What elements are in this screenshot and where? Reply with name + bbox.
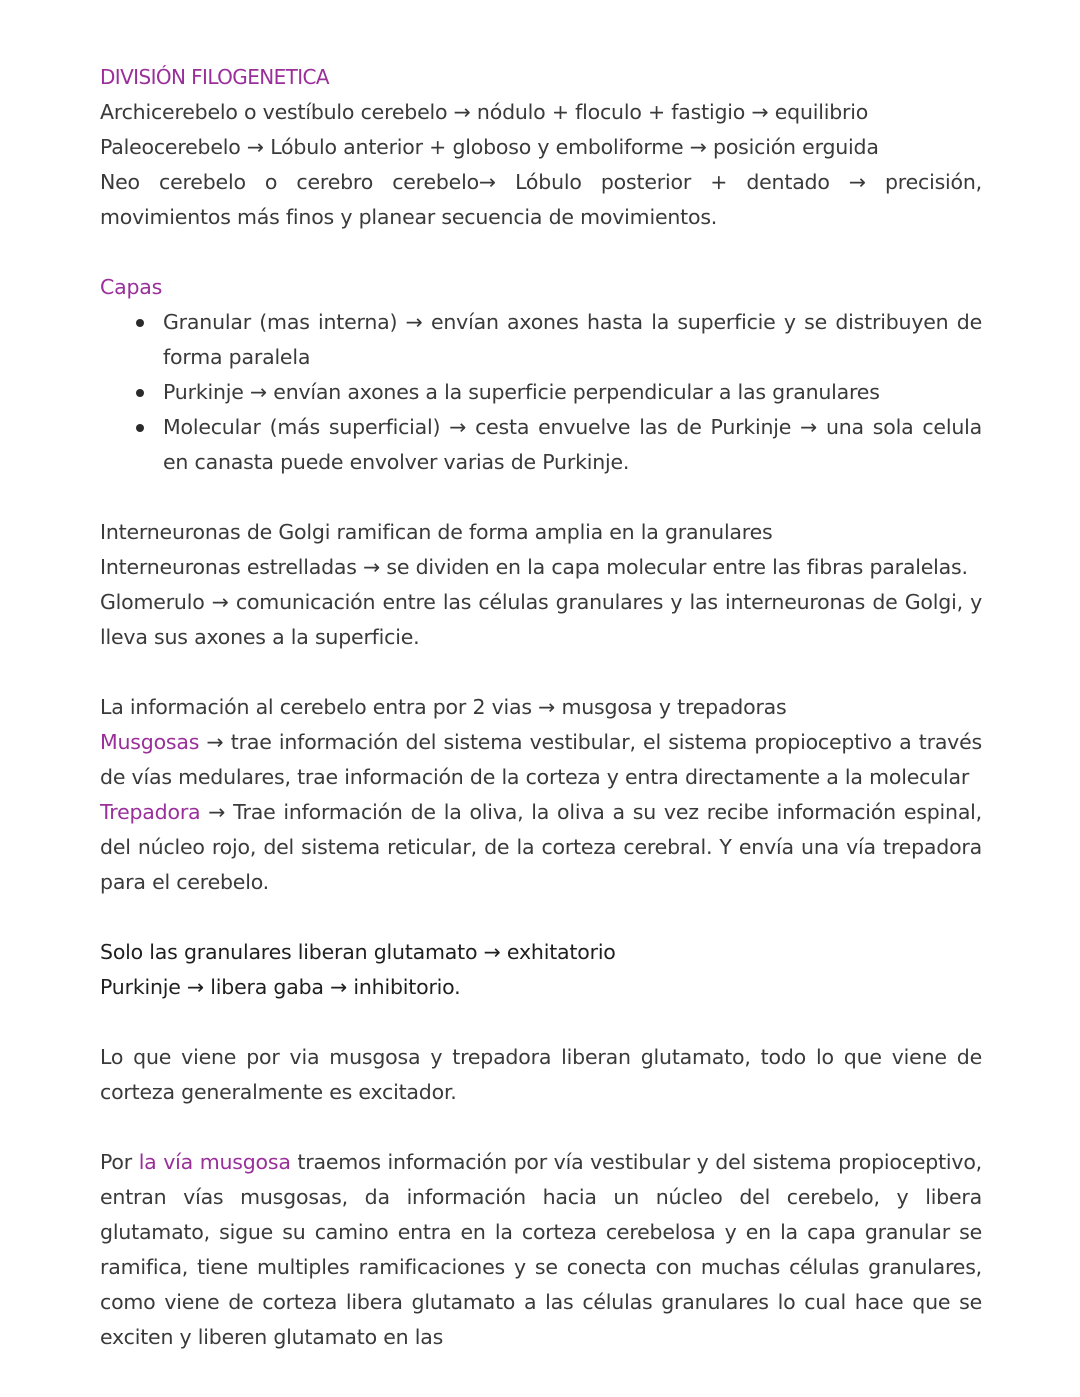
capas-list bbox=[100, 305, 982, 480]
spacer bbox=[100, 235, 982, 270]
granulares-glutamato-line: Solo las granulares liberan glutamato → exhitatorio bbox=[100, 940, 616, 964]
spacer bbox=[100, 655, 982, 690]
filogenetica-heading: DIVISIÓN FILOGENETICA bbox=[100, 65, 330, 89]
archicerebelo-line: Archicerebelo o vestíbulo cerebelo → nódulo + floculo + fastigio → equilibrio bbox=[100, 100, 869, 124]
paleocerebelo-line: Paleocerebelo → Lóbulo anterior + globoso y emboliforme → posición erguida bbox=[100, 135, 879, 159]
bullet-icon bbox=[136, 389, 144, 397]
trepadora-label: Trepadora bbox=[100, 800, 201, 824]
capa-granular-text: Granular (mas interna) → envían axones hasta la superficie y se distribuyen de forma paralela bbox=[163, 310, 982, 369]
spacer bbox=[100, 1110, 982, 1145]
estrelladas-line: Interneuronas estrelladas → se dividen en la capa molecular entre las fibras paralelas. bbox=[100, 555, 968, 579]
excitador-paragraph: Lo que viene por via musgosa y trepadora liberan glutamato, todo lo que viene de corteza generalmente es excitador. bbox=[100, 1045, 982, 1104]
capa-molecular-text: Molecular (más superficial) → cesta envuelve las de Purkinje → una sola celula en canasta puede envolver varias de Purkinje. bbox=[163, 415, 982, 474]
capa-purkinje-item bbox=[100, 375, 982, 410]
via-musgosa-paragraph bbox=[100, 1145, 982, 1355]
bullet-icon bbox=[136, 319, 144, 327]
capas-heading: Capas bbox=[100, 275, 163, 299]
via-musgosa-highlight: la vía musgosa bbox=[138, 1150, 291, 1174]
golgi-line: Interneuronas de Golgi ramifican de forma amplia en la granulares bbox=[100, 520, 773, 544]
trepadora-paragraph bbox=[100, 795, 982, 900]
purkinje-gaba-line: Purkinje → libera gaba → inhibitorio. bbox=[100, 975, 461, 999]
neocerebelo-line: Neo cerebelo o cerebro cerebelo→ Lóbulo posterior + dentado → precisión, movimientos más finos y planear secuencia de movimientos. bbox=[100, 170, 982, 229]
document-page bbox=[100, 60, 982, 1355]
musgosas-paragraph bbox=[100, 725, 982, 795]
via-musgosa-text: traemos información por vía vestibular y del sistema propioceptivo, entran vías musgosas, da información hacia un núcleo del cerebelo, y libera glutamato, sigue su camino entra en la corteza cerebelosa y en la capa granular se ramifica, tiene multiples ramificaciones y se conecta con muchas células granulares, como viene de corteza libera glutamato a las células granulares lo cual hace que se exciten y liberen glutamato en las bbox=[100, 1150, 982, 1349]
capa-purkinje-text: Purkinje → envían axones a la superficie perpendicular a las granulares bbox=[163, 380, 880, 404]
musgosas-label: Musgosas bbox=[100, 730, 200, 754]
spacer bbox=[100, 900, 982, 935]
glomerulo-line: Glomerulo → comunicación entre las células granulares y las interneuronas de Golgi, y lleva sus axones a la superficie. bbox=[100, 590, 982, 649]
trepadora-text: → Trae información de la oliva, la oliva a su vez recibe información espinal, del núcleo rojo, del sistema reticular, de la corteza cerebral. Y envía una vía trepadora para el cerebelo. bbox=[100, 800, 982, 894]
capa-granular-item bbox=[100, 305, 982, 375]
musgosas-text: → trae información del sistema vestibular, el sistema propioceptivo a través de vías medulares, trae información de la corteza y entra directamente a la molecular bbox=[100, 730, 982, 789]
via-musgosa-prefix: Por bbox=[100, 1150, 139, 1174]
spacer bbox=[100, 480, 982, 515]
bullet-icon bbox=[136, 424, 144, 432]
vias-intro-line: La información al cerebelo entra por 2 vias → musgosa y trepadoras bbox=[100, 695, 787, 719]
spacer bbox=[100, 1005, 982, 1040]
capa-molecular-item bbox=[100, 410, 982, 480]
